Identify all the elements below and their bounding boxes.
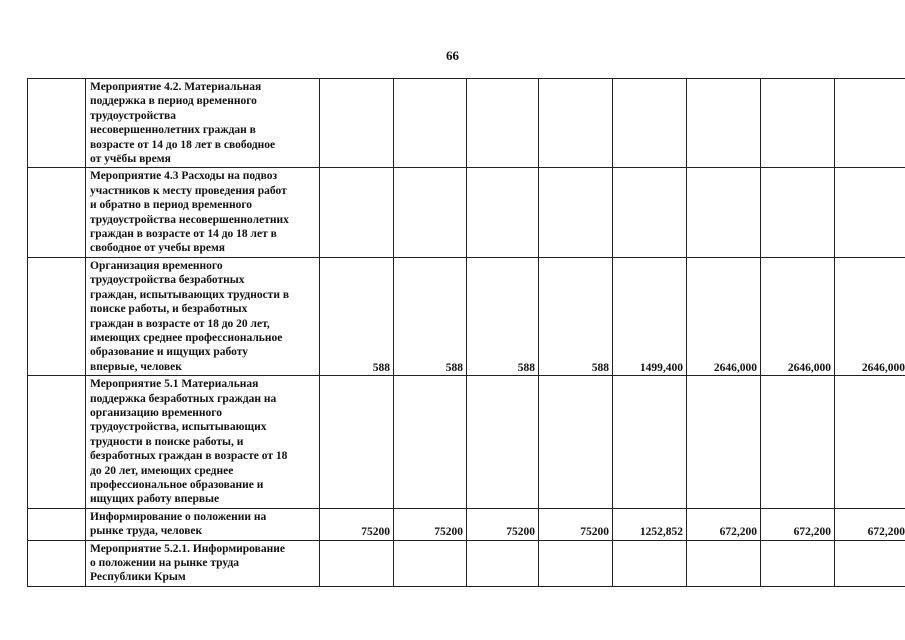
value-cell — [320, 168, 394, 257]
row-description-cell: Информирование о положении на рынке труда, человек — [86, 508, 320, 540]
value-cell — [320, 376, 394, 509]
value-cell — [613, 79, 687, 168]
row-number-cell — [28, 508, 86, 540]
value-cell: 75200 — [394, 508, 467, 540]
value-cell — [320, 79, 394, 168]
row-description-cell: Мероприятие 4.2. Материальная поддержка в период временного трудоустройства несовершеннолетних граждан в возрасте от 14 до 18 лет в свободное от учёбы время — [86, 79, 320, 168]
value-cell: 75200 — [320, 508, 394, 540]
value-cell — [613, 168, 687, 257]
row-description-cell: Мероприятие 4.3 Расходы на подвоз участников к месту проведения работ и обратно в период временного трудоустройства несовершеннолетних граждан в возрасте от 14 до 18 лет в свободное от учебы время — [86, 168, 320, 257]
value-cell: 588 — [394, 257, 467, 375]
table-row — [28, 257, 905, 375]
value-cell — [613, 376, 687, 509]
row-description-cell: Мероприятие 5.2.1. Информирование о положении на рынке труда Республики Крым — [86, 540, 320, 586]
value-cell: 2646,000 — [835, 257, 905, 375]
value-cell: 588 — [320, 257, 394, 375]
value-cell — [761, 79, 835, 168]
row-number-cell — [28, 79, 86, 168]
value-cell: 1252,852 — [613, 508, 687, 540]
value-cell: 1499,400 — [613, 257, 687, 375]
value-cell — [761, 168, 835, 257]
value-cell — [467, 376, 539, 509]
value-cell — [835, 540, 905, 586]
value-cell — [761, 540, 835, 586]
value-cell — [394, 168, 467, 257]
value-cell — [320, 540, 394, 586]
row-number-cell — [28, 540, 86, 586]
page-number: 66 — [446, 48, 459, 63]
value-cell: 672,200 — [835, 508, 905, 540]
table-row — [28, 508, 905, 540]
value-cell — [687, 376, 761, 509]
table-row — [28, 376, 905, 509]
value-cell — [539, 168, 613, 257]
table-row — [28, 168, 905, 257]
value-cell: 2646,000 — [687, 257, 761, 375]
value-cell — [467, 540, 539, 586]
value-cell — [539, 376, 613, 509]
row-number-cell — [28, 376, 86, 509]
value-cell: 588 — [539, 257, 613, 375]
value-cell — [467, 168, 539, 257]
table-row — [28, 540, 905, 586]
value-cell — [761, 376, 835, 509]
value-cell: 672,200 — [761, 508, 835, 540]
data-table — [27, 78, 905, 587]
value-cell — [394, 376, 467, 509]
value-cell — [835, 168, 905, 257]
value-cell — [687, 540, 761, 586]
value-cell — [394, 540, 467, 586]
value-cell — [613, 540, 687, 586]
value-cell: 672,200 — [687, 508, 761, 540]
table-row — [28, 79, 905, 168]
value-cell: 75200 — [539, 508, 613, 540]
value-cell: 75200 — [467, 508, 539, 540]
value-cell — [687, 79, 761, 168]
row-number-cell — [28, 257, 86, 375]
row-description-cell: Организация временного трудоустройства безработных граждан, испытывающих трудности в поиске работы, и безработных граждан в возрасте от 18 до 20 лет, имеющих среднее профессиональное образование и ищущих работу впервые, человек — [86, 257, 320, 375]
value-cell: 2646,000 — [761, 257, 835, 375]
value-cell — [394, 79, 467, 168]
value-cell — [539, 79, 613, 168]
value-cell: 588 — [467, 257, 539, 375]
row-description-cell: Мероприятие 5.1 Материальная поддержка безработных граждан на организацию временного трудоустройства, испытывающих трудности в поиске работы, и безработных граждан в возрасте от 18 до 20 лет, имеющих среднее профессиональное образование и ищущих работу впервые — [86, 376, 320, 509]
value-cell — [687, 168, 761, 257]
value-cell — [467, 79, 539, 168]
value-cell — [835, 79, 905, 168]
value-cell — [835, 376, 905, 509]
row-number-cell — [28, 168, 86, 257]
value-cell — [539, 540, 613, 586]
